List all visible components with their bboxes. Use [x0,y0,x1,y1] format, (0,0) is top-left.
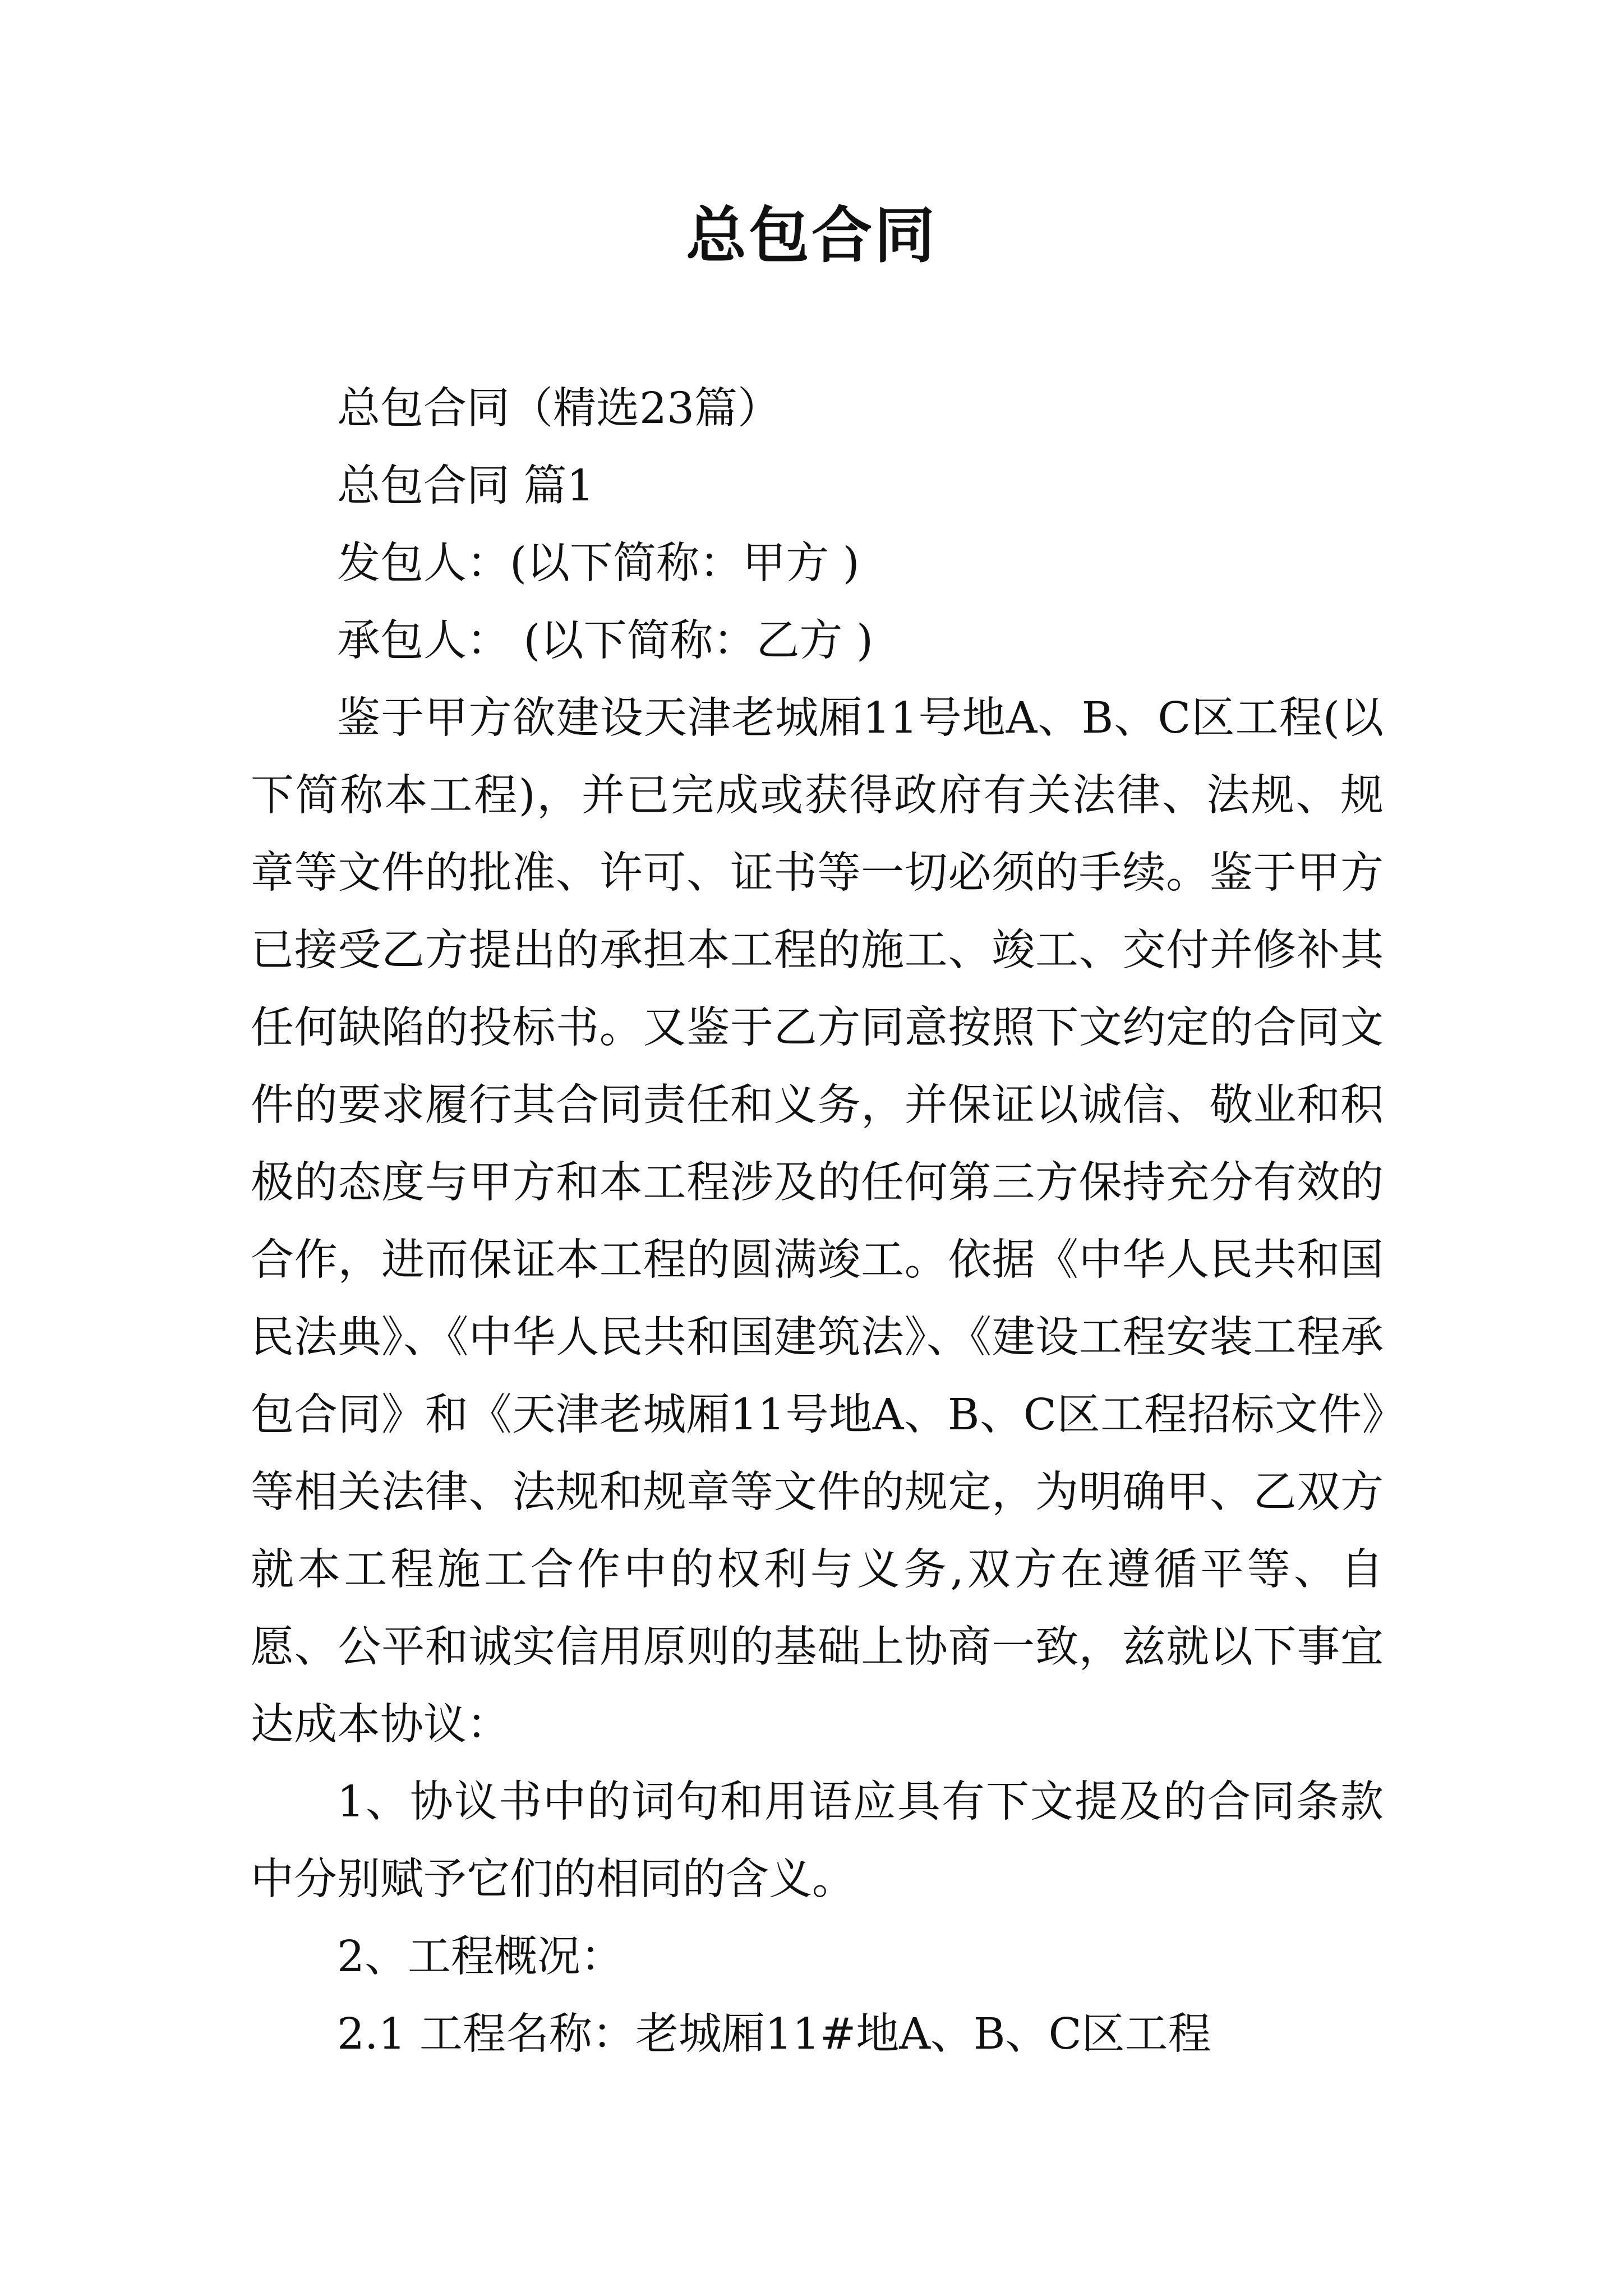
paragraph-recitals: 鉴于甲方欲建设天津老城厢11号地A、B、C区工程(以下简称本工程)，并已完成或获得政府有关法律、法规、规章等文件的批准、许可、证书等一切必须的手续。鉴于甲方已接受乙方提出的承担本工程的施工、竣工、交付并修补其任何缺陷的投标书。又鉴于乙方同意按照下文约定的合同文件的要求履行其合同责任和义务，并保证以诚信、敬业和积极的态度与甲方和本工程涉及的任何第三方保持充分有效的合作，进而保证本工程的圆满竣工。依据《中华人民共和国民法典》、《中华人民共和国建筑法》、《建设工程安装工程承包合同》和《天津老城厢11号地A、B、C区工程招标文件》等相关法律、法规和规章等文件的规定，为明确甲、乙双方就本工程施工合作中的权利与义务,双方在遵循平等、自愿、公平和诚实信用原则的基础上协商一致，兹就以下事宜达成本协议： [251,693,1384,1750]
paragraph-subtitle: 总包合同（精选23篇） [337,384,781,434]
document-body [251,370,1384,2073]
paragraph-contractor: 承包人： (以下简称：乙方 ) [337,616,874,666]
paragraph-clause-1: 1、协议书中的词句和用语应具有下文提及的合同条款中分别赋予它们的相同的含义。 [251,1777,1384,1904]
paragraph-clause-2: 2、工程概况： [337,1932,624,1982]
paragraph-section-heading: 总包合同 篇1 [337,461,594,511]
paragraph-clause-2-1: 2.1 工程名称：老城厢11#地A、B、C区工程 [337,2009,1211,2059]
document-title: 总包合同 [685,200,937,271]
paragraph-employer: 发包人：(以下简称：甲方 ) [337,539,860,588]
